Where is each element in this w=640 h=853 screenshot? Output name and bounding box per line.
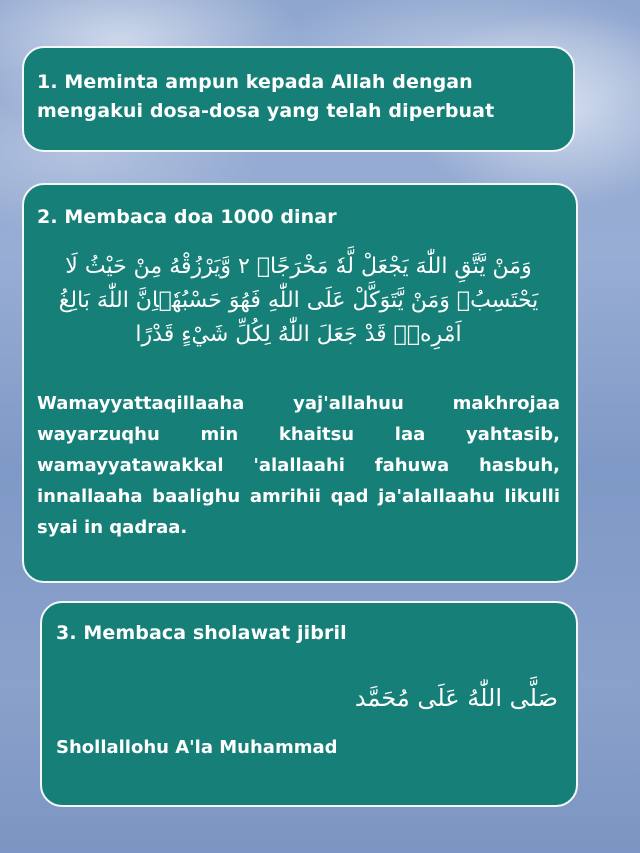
step-2-heading: 2. Membaca doa 1000 dinar [37,206,337,228]
step-1-heading: 1. Meminta ampun kepada Allah dengan mengakui dosa-dosa yang telah diperbuat [37,71,495,122]
step-2-latin-transliteration: Wamayyattaqillaaha yaj'allahuu makhrojaa wayarzuqhu min khaitsu laa yahtasib, wamayyatawakkal 'alallaahi fahuwa hasbuh, innallaaha baalighu amrihii qad ja'alallaahu likulli syai in qadraa. [37,393,560,538]
step-3-arabic-sholawat: صَلَّى اللّٰهُ عَلَى مُحَمَّد [354,684,558,712]
step-card-1 [22,46,575,152]
step-2-arabic-prayer: وَمَنْ يَّتَّقِ اللّٰهَ يَجْعَلْ لَّهٗ مَخْرَجًاۙ ٢ وَّيَرْزُقْهُ مِنْ حَيْثُ لَا يَحْتَسِبُۗ وَمَنْ يَّتَوَكَّلْ عَلَى اللّٰهِ فَهُوَ حَسْبُهٗۗاِنَّ اللّٰهَ بَالِغُ اَمْرِهٖۗ قَدْ جَعَلَ اللّٰهُ لِكُلِّ شَيْءٍ قَدْرًا [58,254,539,347]
step-3-heading: 3. Membaca sholawat jibril [56,622,347,644]
step-3-latin-transliteration: Shollallohu A'la Muhammad [56,737,338,758]
step-card-3 [40,601,578,807]
step-card-2 [22,183,578,583]
